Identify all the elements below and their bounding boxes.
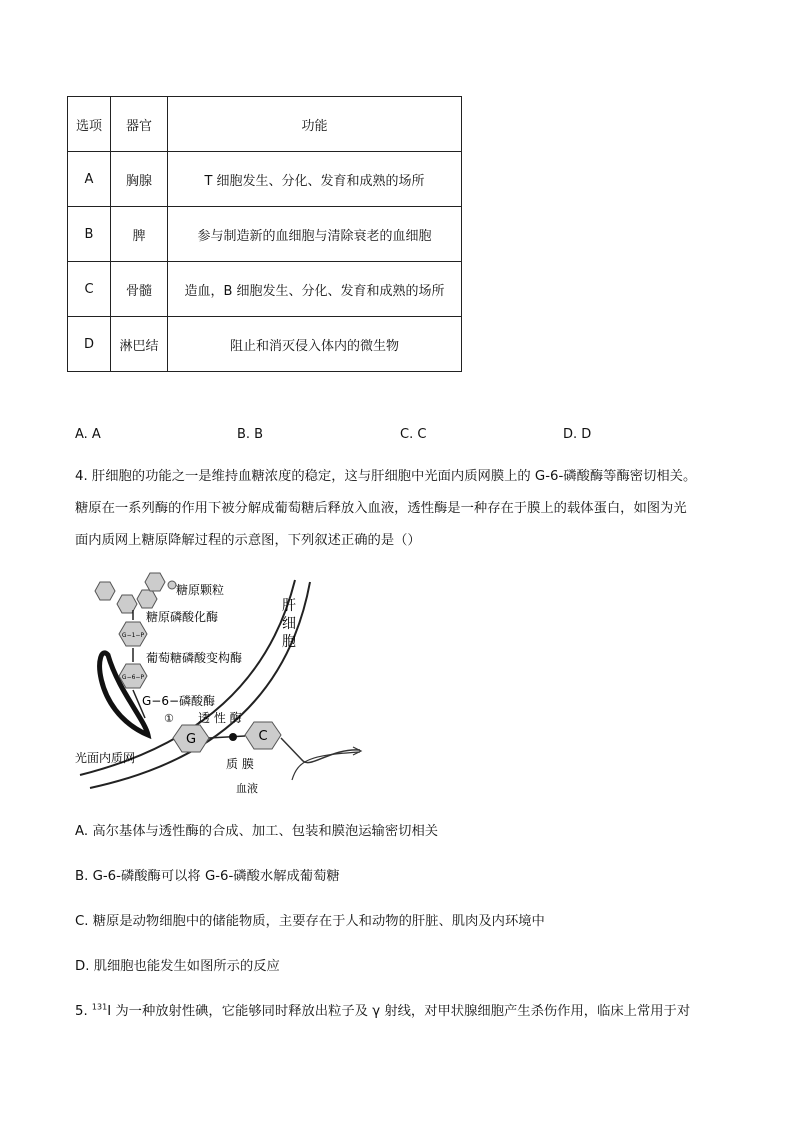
cell-function: 造血，B 细胞发生、分化、发育和成熟的场所	[168, 262, 462, 317]
table-row	[68, 262, 462, 317]
q4-option-c: C. 糖原是动物细胞中的储能物质，主要存在于人和动物的肝脏、肌肉及内环境中	[75, 914, 545, 929]
label-liver-3: 胞	[282, 634, 296, 650]
blood-flow-arrow	[281, 738, 360, 763]
q4-option-b: B. G-6-磷酸酶可以将 G-6-磷酸水解成葡萄糖	[75, 869, 340, 884]
q5-isotope-mass: 131	[91, 1002, 108, 1012]
cell-option: A	[68, 152, 111, 207]
table-row	[68, 152, 462, 207]
cell-option: D	[68, 317, 111, 372]
q5-text: I 为一种放射性碘，它能够同时释放出粒子及 γ 射线，对甲状腺细胞产生杀伤作用，临床上常用于对	[107, 1004, 691, 1019]
glycogen-hex	[137, 590, 157, 608]
g1p-label: G−1−P	[121, 632, 145, 639]
q3-option-b: B. B	[237, 427, 264, 442]
q3-option-c: C. C	[400, 427, 427, 442]
q3-option-d: D. D	[563, 427, 592, 442]
table-row	[68, 317, 462, 372]
cell-organ: 骨髓	[111, 262, 168, 317]
permease-dot	[229, 733, 237, 741]
q5-prefix: 5.	[75, 1004, 92, 1019]
label-phosphorylase: 糖原磷酸化酶	[146, 610, 219, 624]
q4-stem-line3: 面内质网上糖原降解过程的示意图，下列叙述正确的是（）	[75, 533, 421, 548]
label-glycogen-granule: 糖原颗粒	[176, 583, 225, 597]
label-liver-2: 细	[282, 616, 296, 632]
table-header-row	[68, 97, 462, 152]
cell-function: 参与制造新的血细胞与清除衰老的血细胞	[168, 207, 462, 262]
cell-function: 阻止和消灭侵入体内的微生物	[168, 317, 462, 372]
cell-organ: 脾	[111, 207, 168, 262]
table-row	[68, 207, 462, 262]
label-permease: 透 性 酶	[198, 711, 242, 725]
header-option: 选项	[68, 97, 111, 152]
glycogen-degradation-diagram	[70, 570, 380, 805]
label-circle1: ①	[164, 712, 174, 725]
glycogen-hex	[117, 595, 137, 613]
label-g6pase: G−6−磷酸酶	[142, 694, 216, 708]
c-label: C	[258, 729, 268, 744]
q4-option-a: A. 高尔基体与透性酶的合成、加工、包装和膜泡运输密切相关	[75, 824, 439, 839]
label-mutase: 葡萄糖磷酸变构酶	[146, 651, 243, 665]
label-membrane: 质 膜	[226, 757, 254, 771]
q4-stem-line1: 4. 肝细胞的功能之一是维持血糖浓度的稳定，这与肝细胞中光面内质网膜上的 G-6-磷酸酶等酶密切相关。	[75, 469, 697, 484]
cell-option: C	[68, 262, 111, 317]
cell-option: B	[68, 207, 111, 262]
organ-function-table	[67, 96, 462, 372]
header-function: 功能	[168, 97, 462, 152]
q4-option-d: D. 肌细胞也能发生如图所示的反应	[75, 959, 280, 974]
arrow-right-icon	[353, 747, 361, 755]
header-organ: 器官	[111, 97, 168, 152]
label-smooth-er: 光面内质网	[75, 751, 136, 765]
cell-organ: 淋巴结	[111, 317, 168, 372]
q3-option-a: A. A	[75, 427, 101, 442]
cell-function: T 细胞发生、分化、发育和成熟的场所	[168, 152, 462, 207]
glycogen-hex	[145, 573, 165, 591]
label-blood: 血液	[236, 782, 258, 795]
glycogen-hex	[95, 582, 115, 600]
glucose-label: G	[185, 732, 197, 747]
q4-stem-line2: 糖原在一系列酶的作用下被分解成葡萄糖后释放入血液，透性酶是一种存在于膜上的载体蛋白，如图为光	[75, 501, 687, 516]
glycogen-bead	[168, 581, 176, 589]
label-liver-1: 肝	[282, 598, 296, 614]
q5-stem-line1	[75, 1000, 690, 1019]
g6p-label: G−6−P	[121, 674, 145, 681]
cell-organ: 胸腺	[111, 152, 168, 207]
